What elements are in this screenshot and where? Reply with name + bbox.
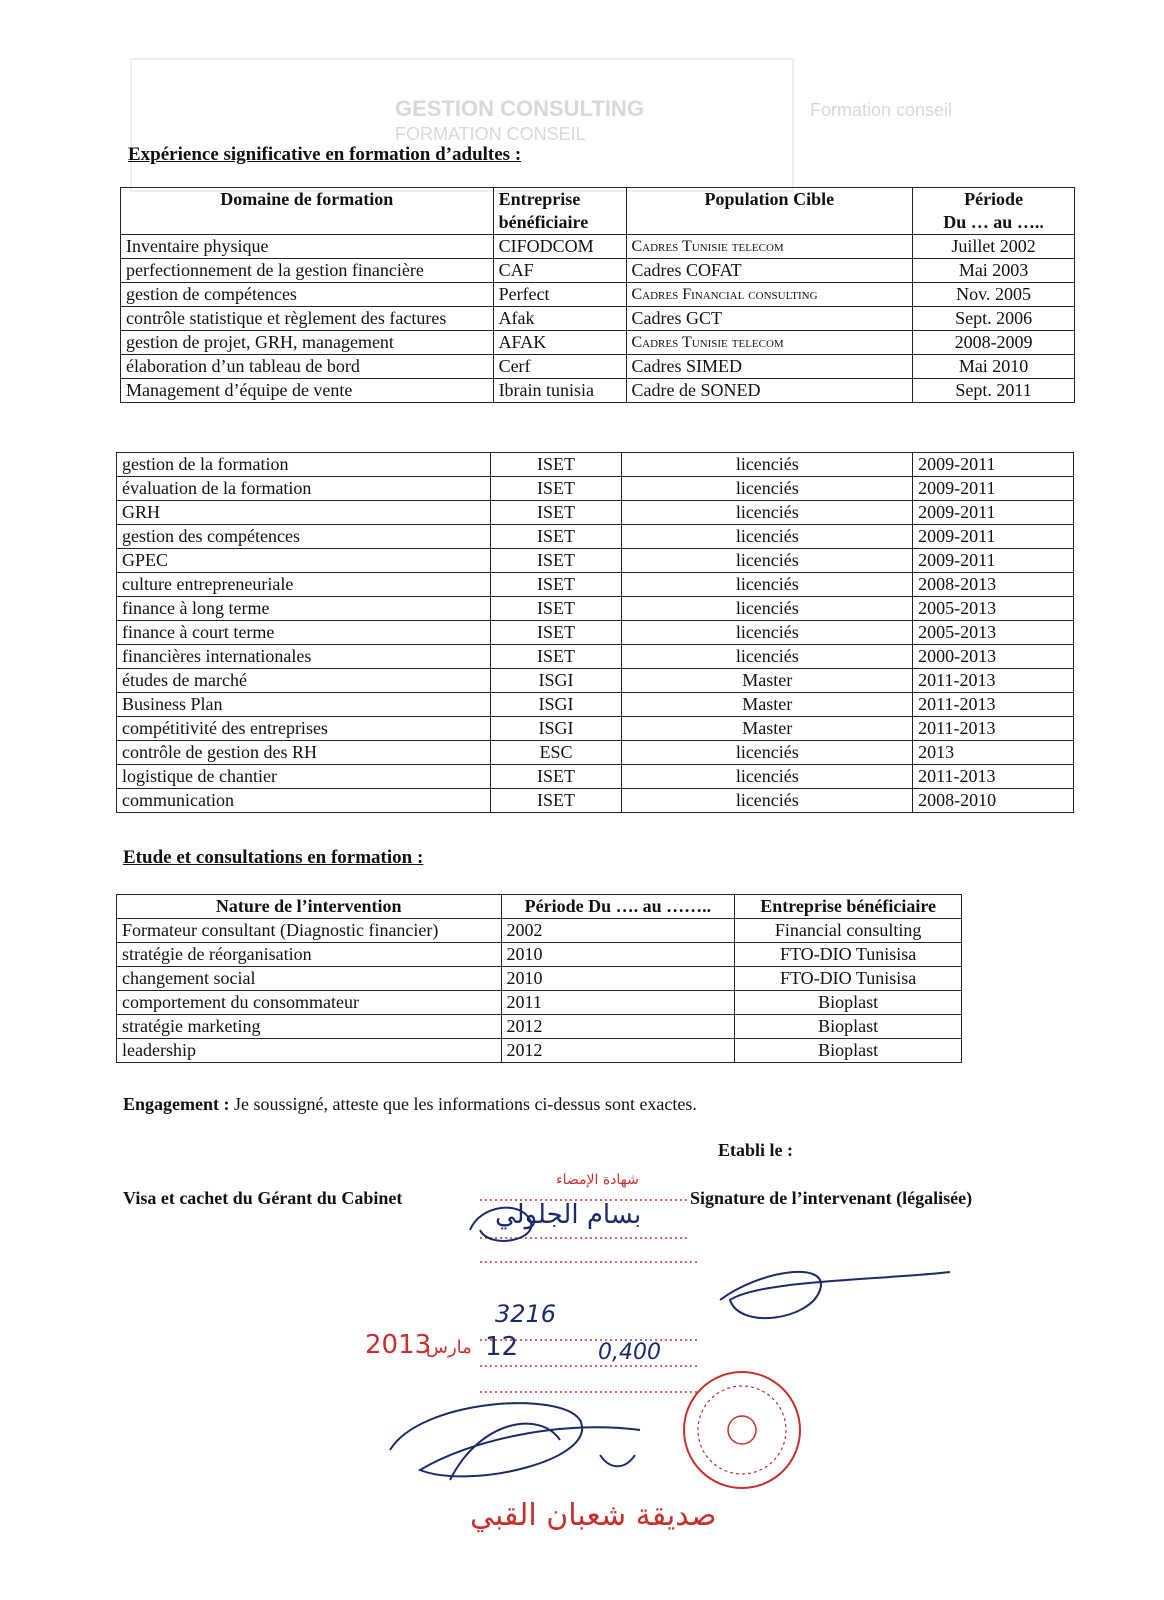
table-row [121, 355, 1075, 379]
experience2-cell-entreprise: ISET [490, 477, 622, 501]
stamp-date-year: 2013 [365, 1330, 432, 1360]
consultation-cell-entreprise: Financial consulting [735, 919, 962, 943]
experience-cell-domaine: élaboration d’un tableau de bord [121, 355, 494, 379]
etabli-label: Etabli le : [718, 1140, 793, 1160]
table-row [117, 919, 962, 943]
experience2-cell-entreprise: ISET [490, 789, 622, 813]
col-header-population: Population Cible [626, 188, 913, 235]
experience2-cell-periode: 2013 [913, 741, 1074, 765]
experience2-cell-periode: 2009-2011 [913, 453, 1074, 477]
experience2-cell-periode: 2005-2013 [913, 597, 1074, 621]
experience-cell-domaine: perfectionnement de la gestion financière [121, 259, 494, 283]
consultations-table [116, 894, 962, 1063]
table-row [117, 477, 1074, 501]
experience2-cell-periode: 2011-2013 [913, 765, 1074, 789]
experience2-cell-entreprise: ISET [490, 501, 622, 525]
experience-table-2 [116, 452, 1074, 813]
consultation-cell-periode: 2012 [501, 1039, 735, 1063]
experience-cell-entreprise: Cerf [493, 355, 626, 379]
experience2-cell-entreprise: ESC [490, 741, 622, 765]
table-row [117, 669, 1074, 693]
stamp-handwritten-name: بسام الجلولي [495, 1200, 642, 1230]
experience-cell-periode: Juillet 2002 [913, 235, 1075, 259]
consultation-cell-periode: 2012 [501, 1015, 735, 1039]
experience2-cell-population: licenciés [622, 573, 913, 597]
engagement-label: Engagement : [123, 1094, 230, 1114]
experience-cell-domaine: gestion de projet, GRH, management [121, 331, 494, 355]
experience2-cell-population: licenciés [622, 645, 913, 669]
experience2-cell-population: licenciés [622, 597, 913, 621]
consultation-cell-periode: 2010 [501, 967, 735, 991]
experience-cell-domaine: contrôle statistique et règlement des factures [121, 307, 494, 331]
experience2-cell-periode: 2009-2011 [913, 501, 1074, 525]
consultation-cell-entreprise: Bioplast [735, 991, 962, 1015]
experience-cell-periode: Nov. 2005 [913, 283, 1075, 307]
experience2-cell-periode: 2009-2011 [913, 525, 1074, 549]
experience2-cell-periode: 2005-2013 [913, 621, 1074, 645]
col-header-entreprise: Entreprise bénéficiaire [493, 188, 626, 235]
table-row [117, 717, 1074, 741]
experience-table [120, 187, 1075, 403]
table-row [121, 331, 1075, 355]
experience2-cell-domaine: évaluation de la formation [117, 477, 491, 501]
table-row [121, 307, 1075, 331]
experience2-cell-population: licenciés [622, 789, 913, 813]
table-row [117, 525, 1074, 549]
stamp-date-day: 12 [485, 1332, 519, 1362]
col-header-periode-text: Période Du … au ….. [943, 189, 1044, 232]
experience2-cell-domaine: gestion des compétences [117, 525, 491, 549]
experience2-cell-entreprise: ISGI [490, 693, 622, 717]
experience2-cell-population: licenciés [622, 525, 913, 549]
experience2-cell-domaine: GPEC [117, 549, 491, 573]
experience2-cell-population: licenciés [622, 477, 913, 501]
experience-cell-domaine: Inventaire physique [121, 235, 494, 259]
col-header-periode [913, 188, 1075, 235]
experience-cell-population: Cadres COFAT [626, 259, 913, 283]
experience2-cell-domaine: finance à court terme [117, 621, 491, 645]
experience2-cell-domaine: logistique de chantier [117, 765, 491, 789]
experience-cell-periode: Mai 2003 [913, 259, 1075, 283]
consultation-cell-nature: leadership [117, 1039, 502, 1063]
experience-cell-periode: 2008-2009 [913, 331, 1075, 355]
experience2-cell-population: Master [622, 693, 913, 717]
ghost-header-left2: FORMATION CONSEIL [395, 124, 586, 144]
experience2-cell-domaine: Business Plan [117, 693, 491, 717]
table-row [117, 1015, 962, 1039]
experience2-cell-entreprise: ISET [490, 645, 622, 669]
experience2-cell-periode: 2011-2013 [913, 693, 1074, 717]
table-row [117, 1039, 962, 1063]
experience2-cell-domaine: finance à long terme [117, 597, 491, 621]
experience2-cell-entreprise: ISGI [490, 717, 622, 741]
experience-cell-domaine: gestion de compétences [121, 283, 494, 307]
col-header-entreprise: Entreprise bénéficiaire [735, 895, 962, 919]
experience2-cell-periode: 2009-2011 [913, 477, 1074, 501]
experience-cell-periode: Sept. 2011 [913, 379, 1075, 403]
table-row [117, 991, 962, 1015]
table-row [117, 693, 1074, 717]
experience2-cell-domaine: culture entrepreneuriale [117, 573, 491, 597]
experience2-cell-periode: 2009-2011 [913, 549, 1074, 573]
experience2-cell-entreprise: ISET [490, 573, 622, 597]
experience-cell-population: Cadres Tunisie telecom [626, 235, 913, 259]
table-row [117, 549, 1074, 573]
table-row [117, 453, 1074, 477]
stamp-number: 3216 [495, 1300, 557, 1328]
consultation-cell-entreprise: FTO-DIO Tunisisa [735, 967, 962, 991]
table-row [117, 789, 1074, 813]
experience-cell-entreprise: Perfect [493, 283, 626, 307]
experience-cell-population: Cadres Financial consulting [626, 283, 913, 307]
experience2-cell-domaine: financières internationales [117, 645, 491, 669]
table-header-row [121, 188, 1075, 235]
experience2-cell-domaine: études de marché [117, 669, 491, 693]
experience2-cell-periode: 2000-2013 [913, 645, 1074, 669]
ghost-header-right: Formation conseil [810, 100, 953, 120]
experience2-cell-population: Master [622, 669, 913, 693]
experience-cell-population: Cadre de SONED [626, 379, 913, 403]
experience-cell-entreprise: Ibrain tunisia [493, 379, 626, 403]
table-row [117, 765, 1074, 789]
consultation-cell-nature: changement social [117, 967, 502, 991]
signature-label: Signature de l’intervenant (légalisée) [690, 1188, 973, 1208]
experience2-cell-entreprise: ISET [490, 549, 622, 573]
experience-cell-periode: Mai 2010 [913, 355, 1075, 379]
experience2-cell-population: licenciés [622, 453, 913, 477]
experience2-cell-domaine: gestion de la formation [117, 453, 491, 477]
table-row [117, 621, 1074, 645]
engagement-text: Je soussigné, atteste que les informations ci-dessus sont exactes. [229, 1094, 697, 1114]
experience2-cell-entreprise: ISET [490, 453, 622, 477]
engagement-statement [123, 1094, 697, 1115]
consultation-cell-periode: 2011 [501, 991, 735, 1015]
experience2-cell-periode: 2008-2010 [913, 789, 1074, 813]
stamp-date-month: مارس [426, 1337, 472, 1358]
experience2-cell-population: licenciés [622, 501, 913, 525]
stamp-bottom-name: صديقة شعبان القبي [470, 1498, 717, 1533]
round-seal [684, 1372, 800, 1488]
consultation-cell-nature: Formateur consultant (Diagnostic financier) [117, 919, 502, 943]
experience2-cell-population: Master [622, 717, 913, 741]
experience2-cell-periode: 2008-2013 [913, 573, 1074, 597]
experience-cell-domaine: Management d’équipe de vente [121, 379, 494, 403]
table-row [121, 379, 1075, 403]
table-row [117, 501, 1074, 525]
experience2-cell-entreprise: ISET [490, 765, 622, 789]
experience2-cell-domaine: communication [117, 789, 491, 813]
experience2-cell-domaine: contrôle de gestion des RH [117, 741, 491, 765]
experience2-cell-periode: 2011-2013 [913, 669, 1074, 693]
experience-cell-population: Cadres SIMED [626, 355, 913, 379]
stamp-line1: شهادة الإمضاء [556, 1172, 639, 1188]
consultation-cell-entreprise: Bioplast [735, 1015, 962, 1039]
experience2-cell-population: licenciés [622, 549, 913, 573]
table-row [117, 943, 962, 967]
col-header-periode: Période Du …. au …….. [501, 895, 735, 919]
experience2-cell-entreprise: ISET [490, 621, 622, 645]
experience-cell-entreprise: Afak [493, 307, 626, 331]
visa-label: Visa et cachet du Gérant du Cabinet [123, 1188, 403, 1208]
table-row [117, 645, 1074, 669]
table-row [117, 741, 1074, 765]
experience-cell-periode: Sept. 2006 [913, 307, 1075, 331]
experience2-cell-population: licenciés [622, 741, 913, 765]
experience2-cell-domaine: compétitivité des entreprises [117, 717, 491, 741]
experience-cell-population: Cadres Tunisie telecom [626, 331, 913, 355]
section-title-consultations: Etude et consultations en formation : [123, 847, 424, 868]
experience-cell-entreprise: CIFODCOM [493, 235, 626, 259]
consultation-cell-entreprise: FTO-DIO Tunisisa [735, 943, 962, 967]
experience2-cell-periode: 2011-2013 [913, 717, 1074, 741]
experience-cell-population: Cadres GCT [626, 307, 913, 331]
consultation-cell-periode: 2010 [501, 943, 735, 967]
table-row [121, 283, 1075, 307]
experience2-cell-entreprise: ISGI [490, 669, 622, 693]
experience2-cell-entreprise: ISET [490, 525, 622, 549]
handwritten-signature [390, 1208, 950, 1480]
experience2-cell-population: licenciés [622, 765, 913, 789]
consultation-cell-entreprise: Bioplast [735, 1039, 962, 1063]
consultation-cell-nature: stratégie marketing [117, 1015, 502, 1039]
consultation-cell-nature: stratégie de réorganisation [117, 943, 502, 967]
experience2-cell-population: licenciés [622, 621, 913, 645]
experience-cell-entreprise: AFAK [493, 331, 626, 355]
consultation-cell-nature: comportement du consommateur [117, 991, 502, 1015]
experience2-cell-domaine: GRH [117, 501, 491, 525]
col-header-nature: Nature de l’intervention [117, 895, 502, 919]
table-header-row [117, 895, 962, 919]
col-header-domaine: Domaine de formation [121, 188, 494, 235]
section-title-experience: Expérience significative en formation d’adultes : [128, 144, 522, 165]
table-row [117, 573, 1074, 597]
consultation-cell-periode: 2002 [501, 919, 735, 943]
ghost-header-left: GESTION CONSULTING [395, 96, 644, 121]
table-row [117, 597, 1074, 621]
experience-cell-entreprise: CAF [493, 259, 626, 283]
table-row [121, 235, 1075, 259]
stamp-amount: 0,400 [598, 1340, 661, 1365]
table-row [121, 259, 1075, 283]
table-row [117, 967, 962, 991]
experience2-cell-entreprise: ISET [490, 597, 622, 621]
